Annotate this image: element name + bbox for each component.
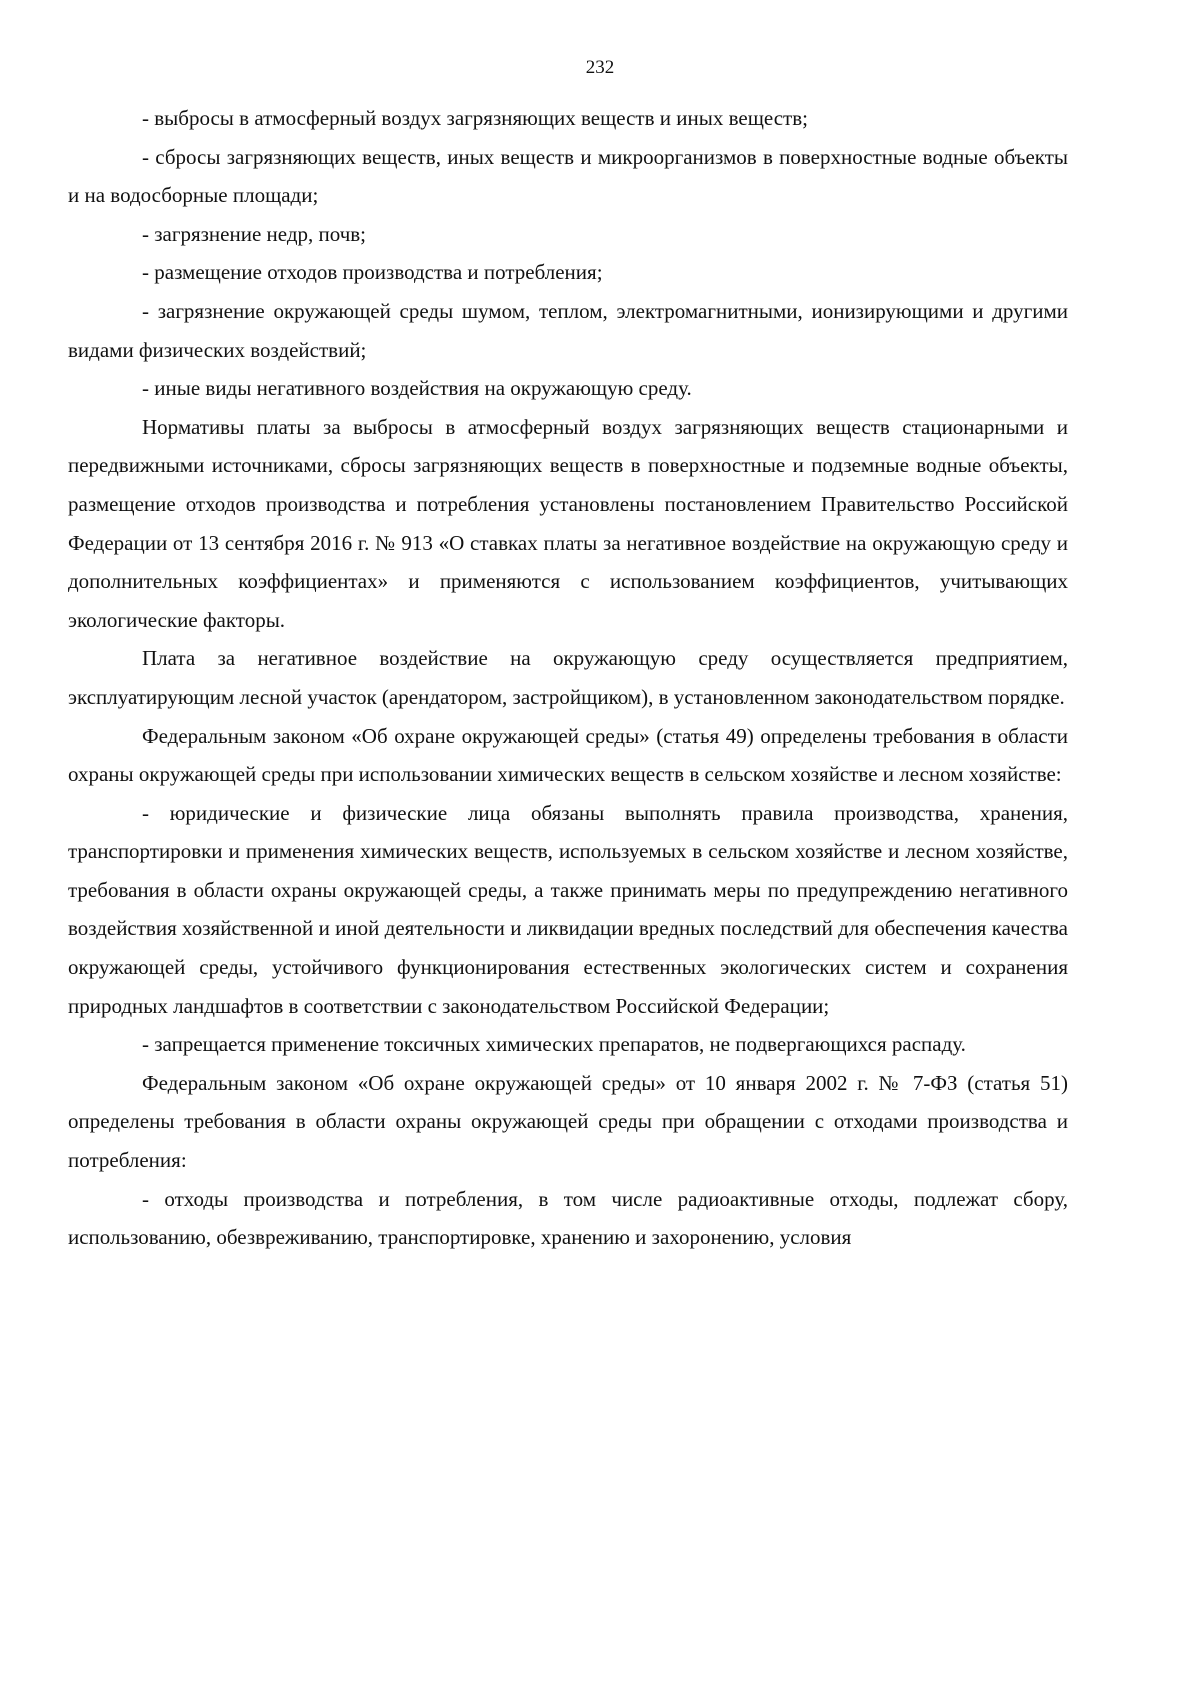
paragraph: Федеральным законом «Об охране окружающей среды» от 10 января 2002 г. № 7-ФЗ (статья 51) определены требования в области охраны окружающей среды при обращении с отходами производства и потребления: (68, 1070, 1068, 1173)
paragraph: - загрязнение окружающей среды шумом, теплом, электромагнитными, ионизирующими и другими видами физических воздействий; (68, 298, 1068, 362)
paragraph: - сбросы загрязняющих веществ, иных веществ и микроорганизмов в поверхностные водные объекты и на водосборные площади; (68, 144, 1068, 208)
paragraph: - размещение отходов производства и потребления; (142, 260, 603, 285)
paragraph: Федеральным законом «Об охране окружающей среды» (статья 49) определены требования в области охраны окружающей среды при использовании химических веществ в сельском хозяйстве и лесном хозяйстве: (68, 723, 1068, 787)
paragraph: - запрещается применение токсичных химических препаратов, не подвергающихся распаду. (142, 1032, 966, 1057)
paragraph: Плата за негативное воздействие на окружающую среду осуществляется предприятием, эксплуатирующим лесной участок (арендатором, застройщиком), в установленном законодательством порядке. (68, 646, 1068, 709)
paragraph: - юридические и физические лица обязаны выполнять правила производства, хранения, транспортировки и применения химических веществ, используемых в сельском хозяйстве и лесном хозяйстве, требования в области охраны окружающей среды, а также принимать меры по предупреждению негативного воздействия хозяйственной и иной деятельности и ликвидации вредных последствий для обеспечения качества окружающей среды, устойчивого функционирования естественных экологических систем и сохранения природных ландшафтов в соответствии с законодательством Российской Федерации; (68, 800, 1068, 1018)
paragraph: - загрязнение недр, почв; (142, 221, 367, 246)
paragraph: Нормативы платы за выбросы в атмосферный воздух загрязняющих веществ стационарными и передвижными источниками, сбросы загрязняющих веществ в поверхностные и подземные водные объекты, размещение отходов производства и потребления установлены постановлением Правительство Российской Федерации от 13 сентября 2016 г. № 913 «О ставках платы за негативное воздействие на окружающую среду и дополнительных коэффициентах» и применяются с использованием коэффициентов, учитывающих экологические факторы. (68, 414, 1068, 632)
paragraph: - иные виды негативного воздействия на окружающую среду. (142, 376, 692, 401)
page-number: 232 (585, 57, 615, 78)
paragraph: - отходы производства и потребления, в том числе радиоактивные отходы, подлежат сбору, использованию, обезвреживанию, транспортировке, хранению и захоронению, условия (68, 1186, 1068, 1250)
paragraph: - выбросы в атмосферный воздух загрязняющих веществ и иных веществ; (142, 106, 808, 130)
document-body (68, 99, 1068, 1257)
